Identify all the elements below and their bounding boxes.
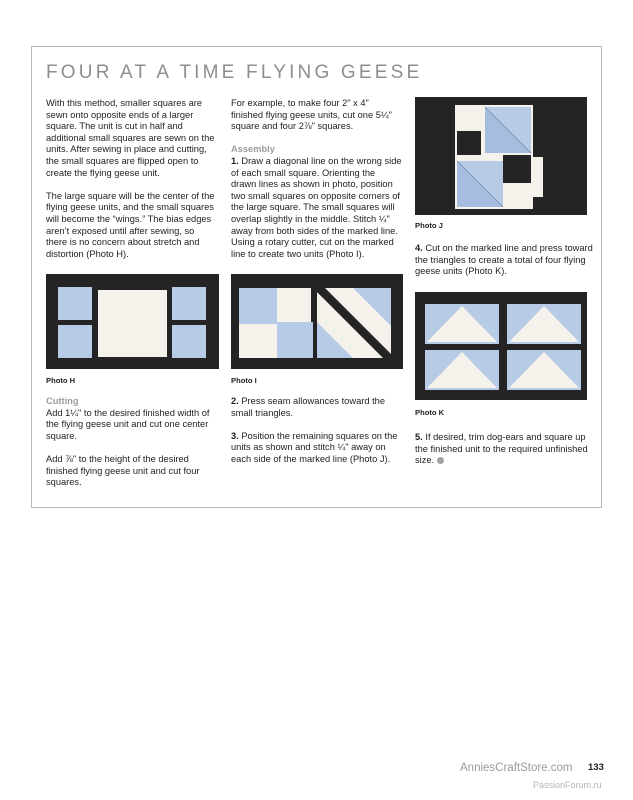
photo-j-image <box>415 97 587 215</box>
photo-j <box>415 97 587 215</box>
bias-paragraph: The large square will be the center of the flying geese units, and the small squares will become the “wings.” The bias edges aren’t exposed until after sewing, so there is no concern about stretch and distortion (Photo H). <box>46 190 215 259</box>
page-title: FOUR AT A TIME FLYING GEESE <box>46 62 423 83</box>
assembly-heading: Assembly <box>231 144 275 155</box>
step-1 <box>231 156 403 260</box>
footer-site-link[interactable]: AnniesCraftStore.com <box>460 762 573 774</box>
step-2 <box>231 396 403 419</box>
step-1-text: Draw a diagonal line on the wrong side of each small square. Orienting the drawn lines as shown in photo, position two small squares on opposite corners of the large square. The small squares will overlap slightly in the middle. Stitch ¼" away from both sides of the marked line. Using a rotary cutter, cut on the marked line to create two units (Photo I). <box>231 155 402 259</box>
step-4-number: 4. <box>415 243 423 253</box>
cutting-center-square: Add 1¼" to the desired finished width of the flying geese unit and cut one center square. <box>46 407 210 441</box>
end-mark-icon <box>437 457 444 464</box>
photo-h-caption: Photo H <box>46 376 76 385</box>
step-3-number: 3. <box>231 430 239 441</box>
column-1-bottom <box>46 396 216 500</box>
step-4-text: Cut on the marked line and press toward the triangles to create a total of four flying geese units (Photo K). <box>415 243 593 277</box>
step-2-text: Press seam allowances toward the small triangles. <box>231 396 386 418</box>
step-5 <box>415 432 593 467</box>
step-3 <box>231 431 403 466</box>
step-5-number: 5. <box>415 432 423 442</box>
page-number: 133 <box>588 762 604 773</box>
cutting-small-squares: Add ⅞" to the height of the desired finished flying geese unit and cut four squares. <box>46 453 200 488</box>
step-5-text: If desired, trim dog-ears and square up the finished unit to the required unfinished size. <box>415 432 588 466</box>
cutting-heading: Cutting <box>46 396 79 406</box>
step-4 <box>415 243 593 278</box>
intro-paragraph: With this method, smaller squares are sewn onto opposite ends of a larger square. The unit is cut in half and additional small squares are sewn on the units. After sewing in place and cutting, the small squares are flipped open to create the flying geese unit. <box>46 98 215 178</box>
watermark: PassionForum.ru <box>533 780 602 790</box>
photo-i-image <box>231 274 403 369</box>
photo-k-image <box>415 292 587 400</box>
photo-i-caption: Photo I <box>231 376 257 385</box>
photo-k-caption: Photo K <box>415 408 445 417</box>
step-3-text: Position the remaining squares on the units as shown and stitch ¼" away on each side of the marked line (Photo J). <box>231 430 398 464</box>
column-2-top <box>231 98 403 272</box>
photo-i <box>231 274 403 369</box>
column-3-bottom <box>415 432 593 478</box>
column-2-bottom <box>231 396 403 477</box>
example-paragraph: For example, to make four 2" x 4" finished flying geese units, cut one 5¼" square and four 2⅞" squares. <box>231 98 392 132</box>
column-1-top <box>46 98 216 272</box>
step-1-number: 1. <box>231 155 239 166</box>
photo-h-image <box>46 274 219 369</box>
photo-h <box>46 274 219 369</box>
photo-k <box>415 292 587 400</box>
photo-j-caption: Photo J <box>415 221 443 230</box>
column-3-top <box>415 243 593 289</box>
step-2-number: 2. <box>231 396 239 406</box>
